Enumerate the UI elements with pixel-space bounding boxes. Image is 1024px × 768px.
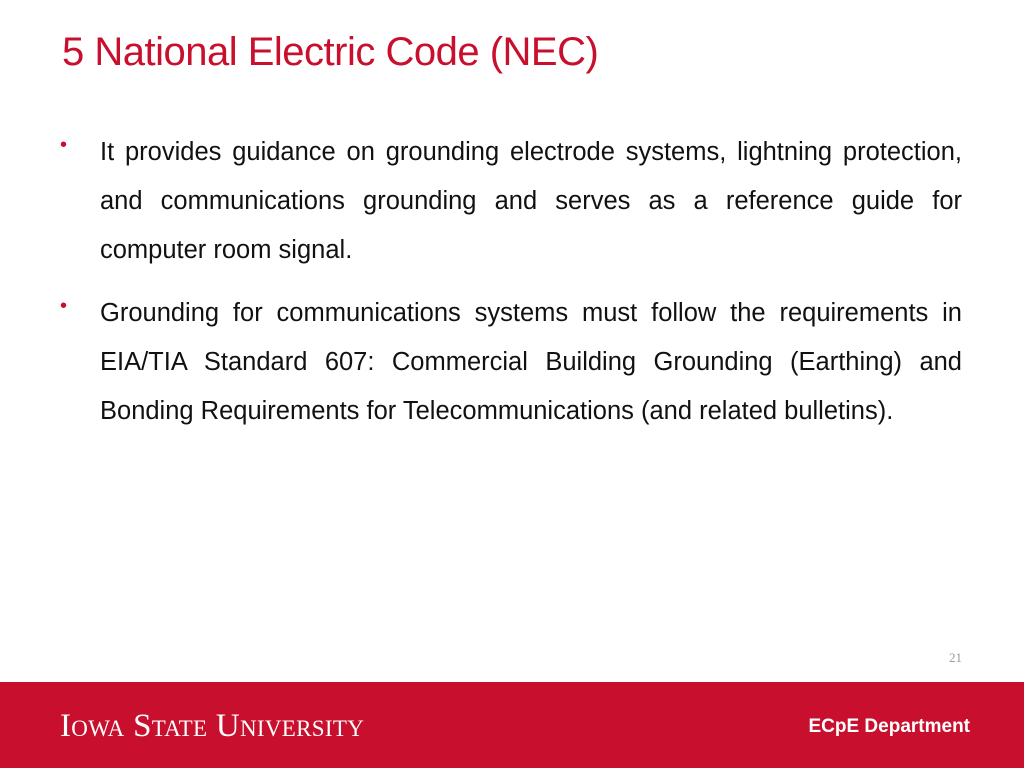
page-number: 21 — [949, 650, 962, 665]
bullet-icon: • — [60, 134, 68, 156]
footer-bar — [0, 682, 1024, 768]
bullet-text: Grounding for communications systems must follow the requirements in EIA/TIA Standard 607: Commercial Building Grounding (Earthing) and Bonding Requirements for Telecommunications (and related bulletins). — [100, 299, 962, 425]
bullet-item — [60, 289, 962, 436]
university-logo: Iowa State University — [60, 708, 365, 744]
department-label: ECpE Department — [808, 716, 970, 737]
bullet-list — [60, 128, 962, 450]
bullet-text: It provides guidance on grounding electrode systems, lightning protection, and communications grounding and serves as a reference guide for computer room signal. — [100, 138, 962, 264]
bullet-icon: • — [60, 295, 68, 317]
slide-title: 5 National Electric Code (NEC) — [62, 30, 599, 74]
bullet-item — [60, 128, 962, 275]
